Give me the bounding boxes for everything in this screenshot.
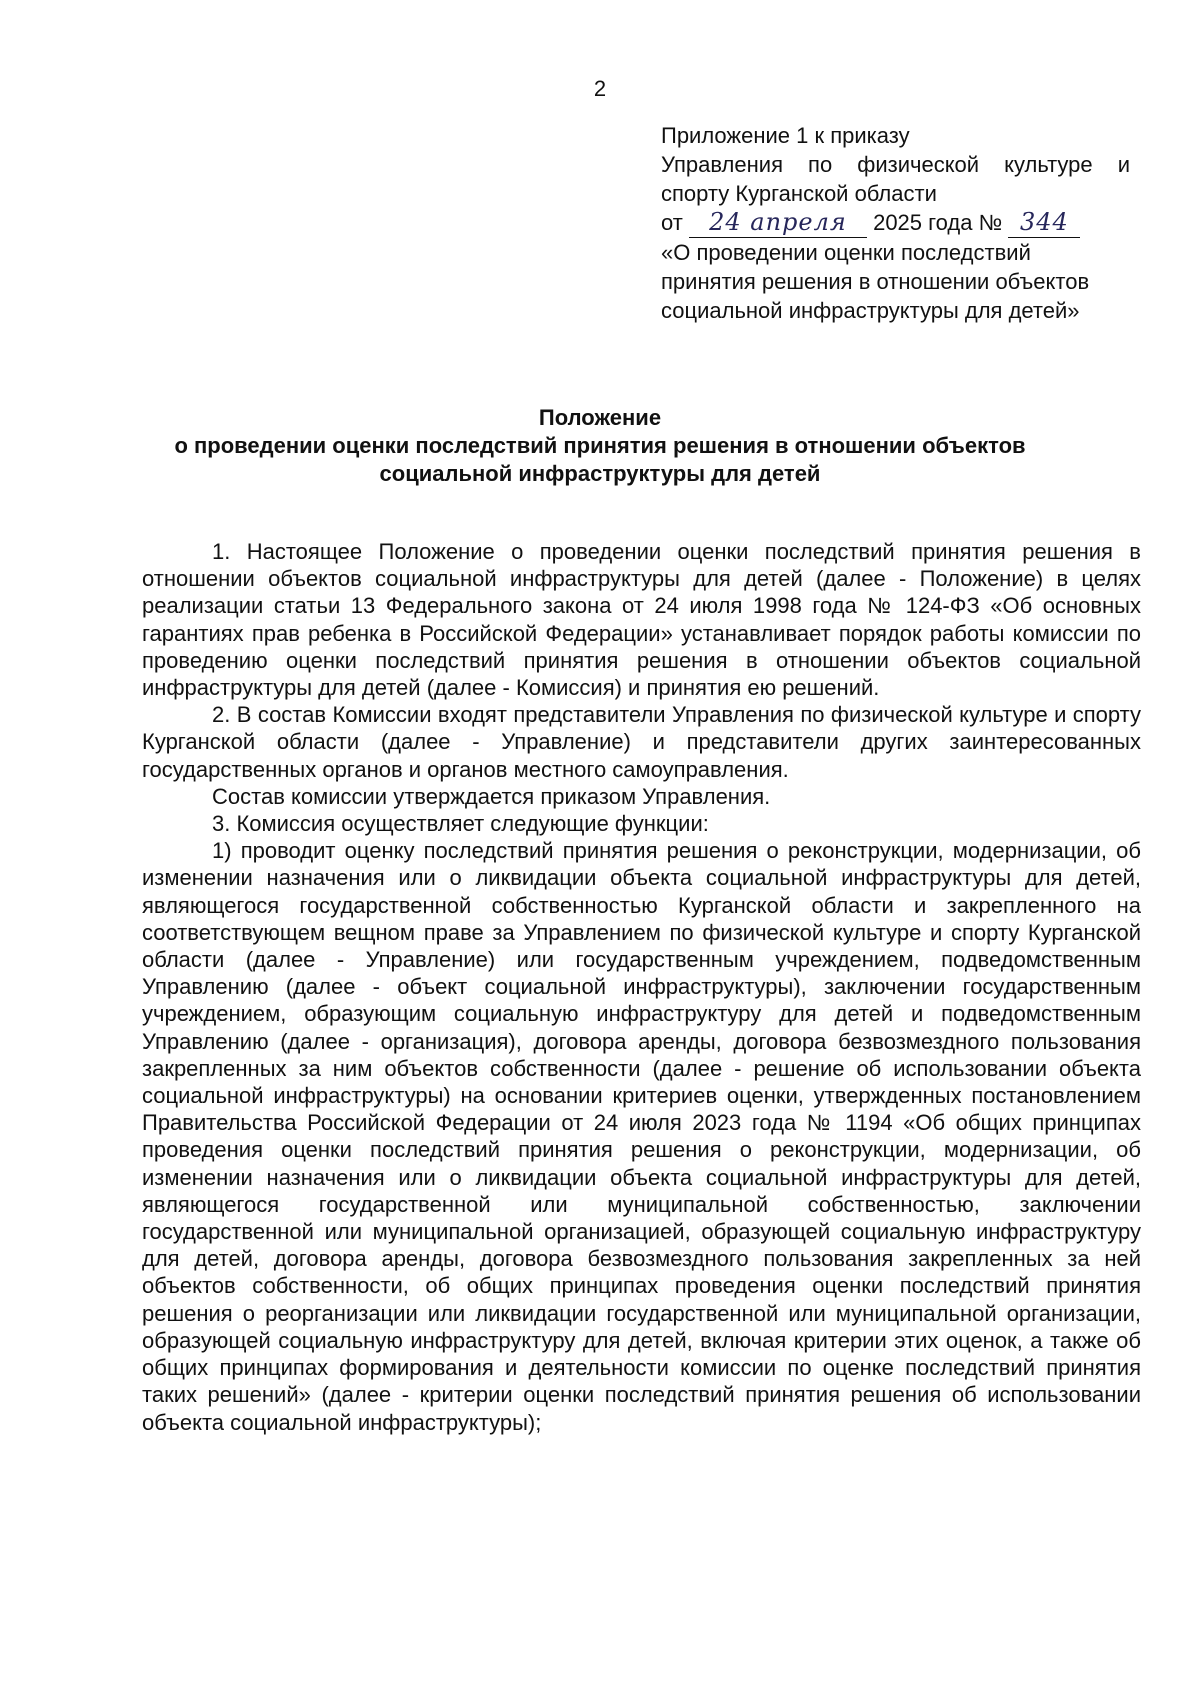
year-text: 2025 года № [873,210,1003,235]
paragraph-2: 2. В состав Комиссии входят представители Управления по физической культуре и спорту Курганской области (далее - Управление) и представители других заинтересованных государственных органов и органов местного самоуправления. [142,702,1141,782]
handwritten-number: 344 [1019,208,1069,236]
paragraph-3: Состав комиссии утверждается приказом Управления. [212,783,771,809]
appendix-date-line [661,208,1130,238]
appendix-line-1: Приложение 1 к приказу [661,123,910,148]
document-body [142,538,1141,1436]
appendix-line-7: социальной инфраструктуры для детей» [661,298,1080,323]
appendix-line-5: «О проведении оценки последствий [661,240,1031,265]
date-prefix: от [661,210,683,235]
appendix-line-2: Управления по физической культуре и [661,152,1130,177]
handwritten-date-field [689,210,867,238]
document-title [130,404,1070,488]
handwritten-number-field [1008,210,1080,238]
appendix-header [661,121,1130,325]
title-line-1: Положение [538,405,662,430]
title-line-2: о проведении оценки последствий принятия решения в отношении объектов [174,433,1026,458]
handwritten-date: 24 апреля [709,208,847,236]
paragraph-5: 1) проводит оценку последствий принятия решения о реконструкции, модернизации, об изменении назначения или о ликвидации объекта социальной инфраструктуры для детей, являющегося государственной собственностью Курганской области и закрепленного на соответствующем вещном праве за Управлением по физической культуре и спорту Курганской области (далее - Управление) или государственным учреждением, подведомственным Управлению (далее - объект социальной инфраструктуры), заключении государственным учреждением, образующим социальную инфраструктуру для детей и подведомственным Управлению (далее - организация), договора аренды, договора безвозмездного пользования закрепленных за ним объектов собственности (далее - решение об использовании объекта социальной инфраструктуры) на основании критериев оценки, утвержденных постановлением Правительства Российской Федерации от 24 июля 2023 года № 1194 «Об общих принципах проведения оценки последствий принятия решения о реконструкции, модернизации, об изменении назначения или о ликвидации объекта социальной инфраструктуры для детей, являющегося государственной или муниципальной собственностью, заключении государственной или муниципальной организацией, образующей социальную инфраструктуру для детей, договора аренды, договора безвозмездного пользования закрепленных за ней объектов собственности, об общих принципах проведения оценки последствий принятия решения о реорганизации или ликвидации государственной или муниципальной организации, образующей социальную инфраструктуру для детей, включая критерии этих оценок, а также об общих принципах формирования и деятельности комиссии по оценке последствий принятия таких решений» (далее - критерии оценки последствий принятия решения об использовании объекта социальной инфраструктуры); [142,838,1141,1435]
paragraph-4: 3. Комиссия осуществляет следующие функции: [212,811,709,837]
appendix-line-6: принятия решения в отношении объектов [661,269,1090,294]
page-number: 2 [593,76,607,101]
appendix-line-3: спорту Курганской области [661,181,937,206]
paragraph-1: 1. Настоящее Положение о проведении оценки последствий принятия решения в отношении объектов социальной инфраструктуры для детей (далее - Положение) в целях реализации статьи 13 Федерального закона от 24 июля 1998 года № 124-ФЗ «Об основных гарантиях прав ребенка в Российской Федерации» устанавливает порядок работы комиссии по проведению оценки последствий принятия решения в отношении объектов социальной инфраструктуры для детей (далее - Комиссия) и принятия ею решений. [142,539,1141,701]
title-line-3: социальной инфраструктуры для детей [379,461,821,486]
